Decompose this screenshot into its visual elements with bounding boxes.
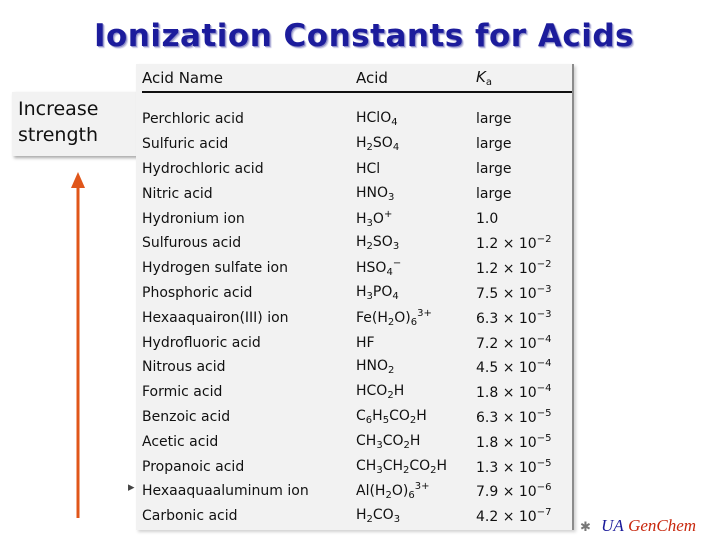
ka-value-cell: $1.3 \times 10^{-5}$ (476, 457, 552, 476)
footer-genchem: GenChem (628, 516, 697, 535)
header-ka (476, 64, 572, 92)
header-acid-name: Acid Name (142, 64, 356, 92)
ka-value-cell: 1.0 (476, 210, 499, 227)
acid-formula-cell: $HCO_2H$ (356, 383, 405, 402)
table-row (142, 305, 572, 330)
ka-value-cell: $1.2 \times 10^{-2}$ (476, 234, 552, 253)
table-row (142, 157, 572, 182)
ka-value-cell: $7.2 \times 10^{-4}$ (476, 333, 552, 352)
table-row (142, 181, 572, 206)
acid-name-cell: Hydrogen sulfate ion (142, 260, 288, 277)
table-row (142, 380, 572, 405)
acid-formula-cell: HClO$_4$ (356, 110, 398, 129)
acid-formula-cell: $Fe(H_2O)_6^{3+}$ (356, 307, 432, 328)
footer-brand (580, 516, 696, 536)
acid-name-cell: Propanoic acid (142, 458, 245, 475)
ka-value-cell: $6.3 \times 10^{-3}$ (476, 308, 552, 327)
acid-name-cell: Benzoic acid (142, 408, 231, 425)
acid-name-cell: Formic acid (142, 384, 223, 401)
acid-name-cell: Hydrofluoric acid (142, 334, 261, 351)
ka-value-cell: large (476, 136, 512, 153)
increase-strength-arrow-icon (66, 172, 90, 518)
acid-name-cell: Acetic acid (142, 433, 219, 450)
ka-value-cell: $1.8 \times 10^{-4}$ (476, 383, 552, 402)
acid-name-cell: Sulfurous acid (142, 235, 242, 252)
acid-formula-cell: HCl (356, 160, 381, 177)
acid-formula-cell: $H_3O^+$ (356, 208, 393, 229)
strength-label-line1: Increase (18, 98, 99, 120)
header-ka-subscript: a (485, 76, 492, 88)
table-row (142, 504, 572, 529)
acid-name-cell: Sulfuric acid (142, 136, 229, 153)
bullet-dot: ▸ (128, 480, 135, 495)
acid-name-cell: Hexaaquaaluminum ion (142, 483, 309, 500)
acid-formula-cell: $CH_3CH_2CO_2H$ (356, 457, 448, 476)
header-ka-symbol: K (476, 67, 486, 86)
acid-formula-cell: $CH_3CO_2H$ (356, 432, 421, 451)
slide-title: Ionization Constants for Acids (93, 18, 635, 54)
acid-formula-cell: $HNO_3$ (356, 184, 395, 203)
acid-formula-cell: $HNO_2$ (356, 358, 395, 377)
panel-divider (572, 64, 574, 530)
acid-formula-cell: $H_2CO_3$ (356, 507, 401, 526)
acid-formula-cell: $C_6H_5CO_2H$ (356, 407, 427, 426)
acid-table-body (142, 92, 572, 529)
table-row (142, 454, 572, 479)
table-row (142, 256, 572, 281)
ka-value-cell: large (476, 160, 512, 177)
ka-value-cell: $4.2 \times 10^{-7}$ (476, 507, 552, 526)
acid-name-cell: Hydrochloric acid (142, 160, 264, 177)
ka-value-cell: $7.9 \times 10^{-6}$ (476, 482, 552, 501)
star-icon: ✱ (580, 520, 591, 535)
acid-name-cell: Carbonic acid (142, 508, 238, 525)
acid-name-cell: Hydronium ion (142, 210, 245, 227)
table-row (142, 231, 572, 256)
strength-label-line2: strength (18, 124, 99, 146)
table-header-row (142, 64, 572, 92)
acid-formula-cell: HF (356, 334, 375, 351)
ka-value-cell: $1.2 \times 10^{-2}$ (476, 259, 552, 278)
footer-ua: UA (601, 516, 624, 535)
acid-formula-cell: $H_2SO_4$ (356, 135, 400, 154)
acid-name-cell: Nitric acid (142, 185, 213, 202)
ka-value-cell: large (476, 185, 512, 202)
ka-value-cell: $7.5 \times 10^{-3}$ (476, 283, 552, 302)
acid-formula-cell: $Al(H_2O)_6^{3+}$ (356, 481, 430, 502)
table-row (142, 355, 572, 380)
strength-label-box (12, 92, 137, 156)
ka-value-cell: $4.5 \times 10^{-4}$ (476, 358, 552, 377)
acid-name-cell: Hexaaquairon(III) ion (142, 309, 289, 326)
acid-formula-cell: $H_2SO_3$ (356, 234, 400, 253)
header-acid-formula: Acid (356, 64, 476, 92)
table-row (142, 92, 572, 132)
acid-name-cell: Phosphoric acid (142, 284, 253, 301)
table-row (142, 206, 572, 231)
acid-formula-cell: $H_3PO_4$ (356, 283, 399, 302)
table-row (142, 405, 572, 430)
table-row (142, 429, 572, 454)
table-row (142, 132, 572, 157)
table-row (142, 479, 572, 504)
acid-name-cell: Perchloric acid (142, 111, 244, 128)
acid-formula-cell: $HSO_4^-$ (356, 258, 402, 279)
acid-table (142, 64, 572, 529)
ka-value-cell: large (476, 111, 512, 128)
table-row (142, 330, 572, 355)
ka-value-cell: $1.8 \times 10^{-5}$ (476, 432, 552, 451)
acid-table-panel (136, 64, 574, 530)
ka-value-cell: $6.3 \times 10^{-5}$ (476, 407, 552, 426)
acid-name-cell: Nitrous acid (142, 359, 226, 376)
table-row (142, 281, 572, 306)
